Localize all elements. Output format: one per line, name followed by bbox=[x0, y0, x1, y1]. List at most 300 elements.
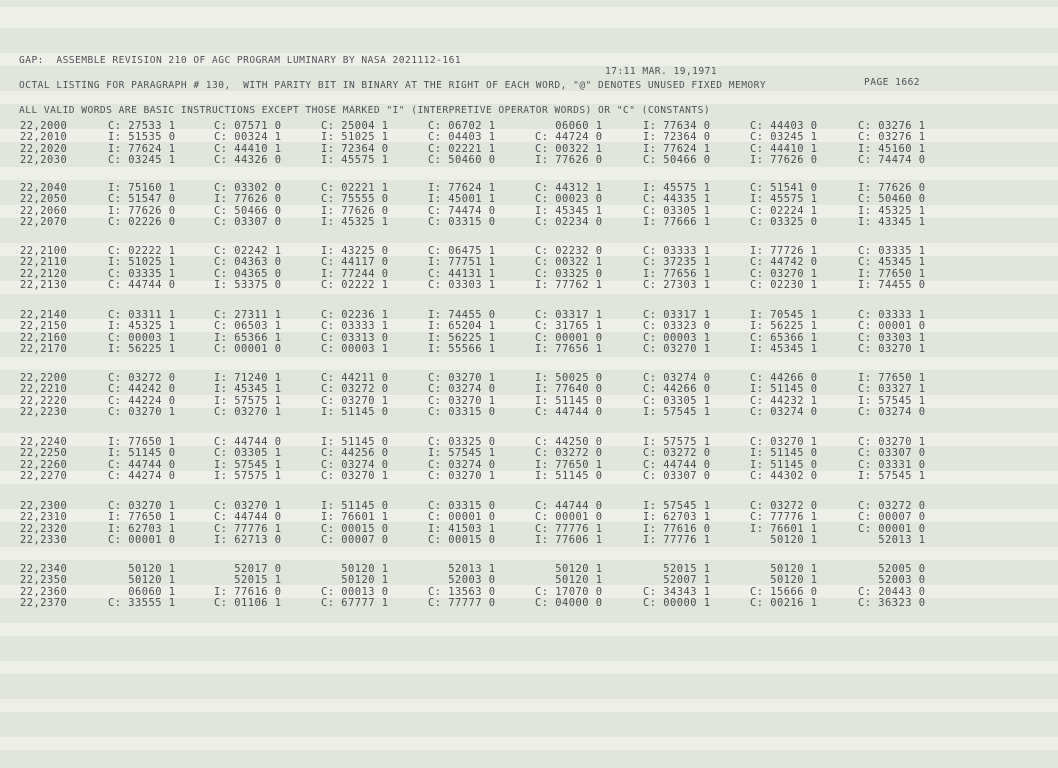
octal-word: I: 77624 1 bbox=[108, 142, 176, 155]
octal-word: C: 03272 0 bbox=[858, 500, 926, 512]
octal-word: C: 03307 0 bbox=[214, 215, 282, 228]
octal-word: I: 45575 1 bbox=[750, 193, 818, 206]
assembly-title: GAP: ASSEMBLE REVISION 210 OF AGC PROGRAM LUMINARY BY NASA 2021112-161 bbox=[19, 55, 462, 66]
octal-word: C: 03272 0 bbox=[750, 500, 818, 512]
listing-row bbox=[0, 406, 1058, 418]
row-address: 22,2340 bbox=[20, 563, 68, 575]
octal-word: C: 51547 0 bbox=[108, 193, 176, 206]
octal-word: C: 03303 1 bbox=[428, 278, 496, 291]
row-address: 22,2320 bbox=[20, 522, 68, 535]
row-address: 22,2150 bbox=[20, 320, 68, 333]
octal-word: C: 02226 0 bbox=[108, 215, 176, 228]
octal-word: C: 03333 1 bbox=[643, 245, 711, 257]
listing-row bbox=[0, 436, 1058, 448]
octal-word: C: 77776 1 bbox=[750, 511, 818, 524]
octal-word: C: 03270 1 bbox=[108, 405, 176, 418]
octal-word: C: 02234 0 bbox=[535, 215, 603, 228]
octal-word: C: 03307 0 bbox=[858, 447, 926, 460]
octal-word: C: 00007 0 bbox=[321, 533, 389, 546]
listing-row bbox=[0, 459, 1058, 471]
octal-word: C: 00322 1 bbox=[535, 256, 603, 269]
octal-word: C: 44744 0 bbox=[535, 500, 603, 512]
octal-word: C: 03272 0 bbox=[108, 372, 176, 384]
row-address: 22,2160 bbox=[20, 331, 68, 344]
octal-word: I: 57545 1 bbox=[858, 394, 926, 407]
octal-word: C: 03270 1 bbox=[214, 405, 282, 418]
octal-word: C: 03317 1 bbox=[535, 309, 603, 321]
octal-word: C: 34343 1 bbox=[643, 585, 711, 598]
octal-word: I: 77244 0 bbox=[321, 267, 389, 280]
octal-word: C: 06475 1 bbox=[428, 245, 496, 257]
octal-word: I: 51145 0 bbox=[750, 383, 818, 396]
row-address: 22,2210 bbox=[20, 383, 68, 396]
octal-word: C: 44744 0 bbox=[535, 405, 603, 418]
octal-word: I: 77626 0 bbox=[535, 153, 603, 166]
octal-word: C: 03327 1 bbox=[858, 383, 926, 396]
octal-word: C: 02224 1 bbox=[750, 204, 818, 217]
octal-word: C: 27303 1 bbox=[643, 278, 711, 291]
octal-word: I: 62703 1 bbox=[643, 511, 711, 524]
octal-word: C: 00001 0 bbox=[214, 342, 282, 355]
octal-word: I: 45345 1 bbox=[535, 204, 603, 217]
octal-word: C: 06503 1 bbox=[214, 320, 282, 333]
row-address: 22,2130 bbox=[20, 278, 68, 291]
octal-word: I: 50025 0 bbox=[535, 372, 603, 384]
octal-word: I: 77626 0 bbox=[108, 204, 176, 217]
row-address: 22,2040 bbox=[20, 182, 68, 194]
row-address: 22,2230 bbox=[20, 405, 68, 418]
row-address: 22,2030 bbox=[20, 153, 68, 166]
octal-word: 50120 1 bbox=[750, 574, 818, 587]
octal-word: C: 02222 1 bbox=[321, 278, 389, 291]
octal-word: I: 77726 1 bbox=[750, 245, 818, 257]
octal-word: I: 65366 1 bbox=[214, 331, 282, 344]
octal-word: C: 03245 1 bbox=[108, 153, 176, 166]
octal-word: C: 44242 0 bbox=[108, 383, 176, 396]
octal-word: C: 00322 1 bbox=[535, 142, 603, 155]
octal-word: C: 03270 1 bbox=[428, 394, 496, 407]
octal-word: C: 44410 1 bbox=[214, 142, 282, 155]
octal-word: C: 44744 0 bbox=[643, 458, 711, 471]
octal-word: I: 56225 1 bbox=[428, 331, 496, 344]
octal-word: I: 51145 0 bbox=[321, 405, 389, 418]
octal-word: I: 77776 1 bbox=[643, 533, 711, 546]
octal-word: C: 03323 0 bbox=[643, 320, 711, 333]
octal-word: C: 75555 0 bbox=[321, 193, 389, 206]
octal-word: C: 03333 1 bbox=[858, 309, 926, 321]
row-address: 22,2060 bbox=[20, 204, 68, 217]
octal-word: I: 51145 0 bbox=[750, 447, 818, 460]
octal-word: I: 62713 0 bbox=[214, 533, 282, 546]
octal-word: I: 72364 0 bbox=[643, 131, 711, 144]
octal-word: C: 50466 0 bbox=[214, 204, 282, 217]
listing-row bbox=[0, 320, 1058, 332]
octal-word: C: 02221 1 bbox=[321, 182, 389, 194]
row-address: 22,2170 bbox=[20, 342, 68, 355]
octal-word: I: 43225 0 bbox=[321, 245, 389, 257]
octal-word: C: 17070 0 bbox=[535, 585, 603, 598]
octal-word: C: 25004 1 bbox=[321, 120, 389, 132]
listing-description: OCTAL LISTING FOR PARAGRAPH # 130, WITH PARITY BIT IN BINARY AT THE RIGHT OF EACH WORD, "@" DENOTES UNUSED FIXED MEMORY bbox=[19, 80, 767, 91]
octal-word: I: 77624 1 bbox=[428, 182, 496, 194]
row-address: 22,2370 bbox=[20, 596, 68, 609]
octal-word: C: 03315 0 bbox=[428, 215, 496, 228]
octal-word: C: 77776 1 bbox=[214, 522, 282, 535]
listing-row bbox=[0, 279, 1058, 291]
octal-word: C: 37235 1 bbox=[643, 256, 711, 269]
octal-word: C: 00015 0 bbox=[321, 522, 389, 535]
octal-word: C: 44744 0 bbox=[108, 278, 176, 291]
octal-word: C: 74474 0 bbox=[428, 204, 496, 217]
octal-word: I: 57545 1 bbox=[858, 469, 926, 482]
octal-word: C: 03272 0 bbox=[321, 383, 389, 396]
octal-word: I: 51145 0 bbox=[321, 436, 389, 448]
octal-word: C: 44117 0 bbox=[321, 256, 389, 269]
listing-row bbox=[0, 500, 1058, 512]
octal-word: C: 03335 1 bbox=[108, 267, 176, 280]
octal-word: C: 03270 1 bbox=[858, 436, 926, 448]
octal-word: C: 44744 0 bbox=[214, 511, 282, 524]
assembly-timestamp: 17:11 MAR. 19,1971 bbox=[605, 66, 718, 77]
octal-word: C: 00001 0 bbox=[535, 331, 603, 344]
octal-word: C: 44744 0 bbox=[214, 436, 282, 448]
octal-word: I: 77616 0 bbox=[643, 522, 711, 535]
octal-word: C: 00013 0 bbox=[321, 585, 389, 598]
listing-row bbox=[0, 131, 1058, 143]
listing-row bbox=[0, 143, 1058, 155]
octal-word: C: 67777 1 bbox=[321, 596, 389, 609]
octal-word: C: 36323 0 bbox=[858, 596, 926, 609]
octal-word: C: 03276 1 bbox=[858, 131, 926, 144]
listing-row bbox=[0, 245, 1058, 257]
octal-word: C: 15666 0 bbox=[750, 585, 818, 598]
octal-word: 50120 1 bbox=[321, 563, 389, 575]
octal-word: 06060 1 bbox=[108, 585, 176, 598]
octal-word: 52007 1 bbox=[643, 574, 711, 587]
octal-word: C: 44403 0 bbox=[750, 120, 818, 132]
octal-word: I: 51025 1 bbox=[321, 131, 389, 144]
listing-row bbox=[0, 534, 1058, 546]
listing-row bbox=[0, 343, 1058, 355]
octal-word: I: 43345 1 bbox=[858, 215, 926, 228]
octal-word: C: 03270 1 bbox=[428, 372, 496, 384]
octal-word: I: 77606 1 bbox=[535, 533, 603, 546]
octal-word: I: 51145 0 bbox=[321, 500, 389, 512]
octal-word: C: 03325 0 bbox=[535, 267, 603, 280]
listing-row bbox=[0, 205, 1058, 217]
octal-word: C: 04363 0 bbox=[214, 256, 282, 269]
octal-word: 52003 0 bbox=[858, 574, 926, 587]
listing-row bbox=[0, 216, 1058, 228]
octal-word: I: 77626 0 bbox=[858, 182, 926, 194]
octal-word: 52017 0 bbox=[214, 563, 282, 575]
octal-word: I: 77751 1 bbox=[428, 256, 496, 269]
listing-row bbox=[0, 447, 1058, 459]
octal-word: I: 45160 1 bbox=[858, 142, 926, 155]
octal-word: I: 45345 1 bbox=[214, 383, 282, 396]
octal-word: 50120 1 bbox=[535, 574, 603, 587]
octal-word: I: 57575 1 bbox=[214, 394, 282, 407]
octal-word: C: 77776 1 bbox=[535, 522, 603, 535]
octal-word: I: 77616 0 bbox=[214, 585, 282, 598]
row-address: 22,2330 bbox=[20, 533, 68, 546]
octal-word: C: 65366 1 bbox=[750, 331, 818, 344]
octal-word: C: 00003 1 bbox=[321, 342, 389, 355]
octal-word: I: 74455 0 bbox=[858, 278, 926, 291]
octal-word: C: 13563 0 bbox=[428, 585, 496, 598]
listing-row bbox=[0, 523, 1058, 535]
octal-word: C: 00001 0 bbox=[535, 511, 603, 524]
listing-row bbox=[0, 372, 1058, 384]
octal-word: 50120 1 bbox=[750, 563, 818, 575]
octal-word: I: 51535 0 bbox=[108, 131, 176, 144]
octal-word: I: 45575 1 bbox=[321, 153, 389, 166]
octal-word: C: 03272 0 bbox=[643, 447, 711, 460]
octal-word: I: 77650 1 bbox=[535, 458, 603, 471]
octal-word: C: 27533 1 bbox=[108, 120, 176, 132]
listing-row bbox=[0, 574, 1058, 586]
octal-word: I: 77650 1 bbox=[108, 511, 176, 524]
octal-word: C: 44211 0 bbox=[321, 372, 389, 384]
octal-word: C: 03303 1 bbox=[858, 331, 926, 344]
octal-word: C: 00001 0 bbox=[858, 320, 926, 333]
octal-word: C: 02232 0 bbox=[535, 245, 603, 257]
octal-word: C: 44232 1 bbox=[750, 394, 818, 407]
octal-word: C: 03313 0 bbox=[321, 331, 389, 344]
octal-word: I: 45001 1 bbox=[428, 193, 496, 206]
octal-word: I: 77624 1 bbox=[643, 142, 711, 155]
octal-word: C: 03270 1 bbox=[428, 469, 496, 482]
octal-word: C: 03333 1 bbox=[321, 320, 389, 333]
listing-row bbox=[0, 268, 1058, 280]
octal-word: I: 77650 1 bbox=[858, 267, 926, 280]
octal-word: C: 03315 0 bbox=[428, 405, 496, 418]
octal-word: C: 03276 1 bbox=[858, 120, 926, 132]
octal-word: C: 44744 0 bbox=[108, 458, 176, 471]
octal-word: I: 71240 1 bbox=[214, 372, 282, 384]
octal-word: I: 74455 0 bbox=[428, 309, 496, 321]
page-number: PAGE 1662 bbox=[864, 77, 921, 88]
octal-word: C: 31765 1 bbox=[535, 320, 603, 333]
row-address: 22,2220 bbox=[20, 394, 68, 407]
listing-row bbox=[0, 256, 1058, 268]
row-address: 22,2260 bbox=[20, 458, 68, 471]
row-address: 22,2300 bbox=[20, 500, 68, 512]
octal-word: I: 77656 1 bbox=[643, 267, 711, 280]
octal-word: C: 03325 0 bbox=[750, 215, 818, 228]
row-address: 22,2360 bbox=[20, 585, 68, 598]
octal-word: C: 07571 0 bbox=[214, 120, 282, 132]
octal-word: I: 76601 1 bbox=[321, 511, 389, 524]
octal-word: C: 03311 1 bbox=[108, 309, 176, 321]
listing-row bbox=[0, 332, 1058, 344]
octal-word: I: 77626 0 bbox=[321, 204, 389, 217]
octal-word: C: 00001 0 bbox=[108, 533, 176, 546]
octal-word: C: 03274 0 bbox=[428, 458, 496, 471]
octal-word: C: 03331 0 bbox=[858, 458, 926, 471]
octal-word: I: 56225 1 bbox=[108, 342, 176, 355]
octal-word: C: 44274 0 bbox=[108, 469, 176, 482]
octal-word: C: 50466 0 bbox=[643, 153, 711, 166]
listing-row bbox=[0, 383, 1058, 395]
octal-word: I: 57575 1 bbox=[214, 469, 282, 482]
octal-word: I: 77762 1 bbox=[535, 278, 603, 291]
row-address: 22,2000 bbox=[20, 120, 68, 132]
octal-word: I: 57545 1 bbox=[428, 447, 496, 460]
octal-word: C: 03317 1 bbox=[643, 309, 711, 321]
octal-word: C: 50460 0 bbox=[428, 153, 496, 166]
listing-row bbox=[0, 309, 1058, 321]
row-address: 22,2050 bbox=[20, 193, 68, 206]
octal-word: C: 00001 0 bbox=[858, 522, 926, 535]
octal-word: C: 02221 1 bbox=[428, 142, 496, 155]
octal-word: I: 77666 1 bbox=[643, 215, 711, 228]
octal-word: 50120 1 bbox=[108, 563, 176, 575]
octal-word: I: 51145 0 bbox=[535, 469, 603, 482]
row-address: 22,2140 bbox=[20, 309, 68, 321]
octal-word: I: 77650 1 bbox=[858, 372, 926, 384]
listing-row bbox=[0, 563, 1058, 575]
octal-word: 52015 1 bbox=[214, 574, 282, 587]
row-address: 22,2240 bbox=[20, 436, 68, 448]
octal-word: C: 44724 0 bbox=[535, 131, 603, 144]
octal-word: C: 03270 1 bbox=[858, 342, 926, 355]
octal-word: C: 27311 1 bbox=[214, 309, 282, 321]
octal-word: C: 02242 1 bbox=[214, 245, 282, 257]
octal-word: C: 00324 1 bbox=[214, 131, 282, 144]
octal-word: C: 02230 1 bbox=[750, 278, 818, 291]
octal-word: C: 03305 1 bbox=[643, 204, 711, 217]
octal-word: C: 03325 0 bbox=[428, 436, 496, 448]
octal-word: C: 03302 0 bbox=[214, 182, 282, 194]
octal-word: C: 03305 1 bbox=[643, 394, 711, 407]
octal-word: I: 77656 1 bbox=[535, 342, 603, 355]
octal-word: C: 03270 1 bbox=[750, 436, 818, 448]
octal-word: I: 45325 1 bbox=[108, 320, 176, 333]
octal-word: 52013 1 bbox=[858, 533, 926, 546]
octal-word: C: 04000 0 bbox=[535, 596, 603, 609]
octal-word: 50120 1 bbox=[750, 533, 818, 546]
octal-word: C: 04403 1 bbox=[428, 131, 496, 144]
octal-word: C: 44266 0 bbox=[643, 383, 711, 396]
octal-word: I: 65204 1 bbox=[428, 320, 496, 333]
octal-word: C: 03274 0 bbox=[643, 372, 711, 384]
octal-word: I: 45325 1 bbox=[321, 215, 389, 228]
octal-word: 52015 1 bbox=[643, 563, 711, 575]
octal-word: C: 00001 0 bbox=[428, 511, 496, 524]
octal-word: C: 03270 1 bbox=[321, 394, 389, 407]
octal-word: I: 56225 1 bbox=[750, 320, 818, 333]
octal-word: C: 03272 0 bbox=[535, 447, 603, 460]
octal-word: I: 51145 0 bbox=[535, 394, 603, 407]
octal-word: I: 41503 1 bbox=[428, 522, 496, 535]
octal-word: 52003 0 bbox=[428, 574, 496, 587]
row-address: 22,2070 bbox=[20, 215, 68, 228]
octal-word: I: 45325 1 bbox=[858, 204, 926, 217]
octal-word: I: 77634 0 bbox=[643, 120, 711, 132]
listing-row bbox=[0, 193, 1058, 205]
octal-word: I: 45345 1 bbox=[750, 342, 818, 355]
octal-word: C: 44224 0 bbox=[108, 394, 176, 407]
octal-word: I: 45575 1 bbox=[643, 182, 711, 194]
row-address: 22,2110 bbox=[20, 256, 68, 269]
octal-word: C: 03315 0 bbox=[428, 500, 496, 512]
octal-word: C: 02236 1 bbox=[321, 309, 389, 321]
octal-word: C: 44256 0 bbox=[321, 447, 389, 460]
octal-word: C: 00000 1 bbox=[643, 596, 711, 609]
octal-word: C: 03335 1 bbox=[858, 245, 926, 257]
row-address: 22,2250 bbox=[20, 447, 68, 460]
octal-word: I: 77650 1 bbox=[108, 436, 176, 448]
octal-word: C: 51541 0 bbox=[750, 182, 818, 194]
octal-word: C: 44326 0 bbox=[214, 153, 282, 166]
octal-word: C: 77777 0 bbox=[428, 596, 496, 609]
octal-word: I: 75160 1 bbox=[108, 182, 176, 194]
octal-word: C: 03270 1 bbox=[643, 342, 711, 355]
octal-word: C: 00003 1 bbox=[643, 331, 711, 344]
octal-word: C: 44302 0 bbox=[750, 469, 818, 482]
octal-word: I: 70545 1 bbox=[750, 309, 818, 321]
octal-word: 06060 1 bbox=[535, 120, 603, 132]
octal-word: I: 57575 1 bbox=[643, 436, 711, 448]
octal-word: C: 03270 1 bbox=[214, 500, 282, 512]
octal-word: 50120 1 bbox=[535, 563, 603, 575]
octal-word: I: 77626 0 bbox=[750, 153, 818, 166]
listing-row bbox=[0, 154, 1058, 166]
octal-word: C: 06702 1 bbox=[428, 120, 496, 132]
octal-word: C: 44266 0 bbox=[750, 372, 818, 384]
row-address: 22,2350 bbox=[20, 574, 68, 587]
octal-word: I: 51145 0 bbox=[108, 447, 176, 460]
octal-word: I: 57545 1 bbox=[643, 405, 711, 418]
octal-word: I: 57545 1 bbox=[214, 458, 282, 471]
listing-row bbox=[0, 470, 1058, 482]
octal-word: I: 72364 0 bbox=[321, 142, 389, 155]
octal-word: I: 57545 1 bbox=[643, 500, 711, 512]
listing-row bbox=[0, 511, 1058, 523]
octal-word: 52013 1 bbox=[428, 563, 496, 575]
row-address: 22,2270 bbox=[20, 469, 68, 482]
octal-word: C: 03274 0 bbox=[858, 405, 926, 418]
octal-word: C: 02222 1 bbox=[108, 245, 176, 257]
octal-word: C: 44742 0 bbox=[750, 256, 818, 269]
octal-word: C: 44312 1 bbox=[535, 182, 603, 194]
octal-word: I: 77626 0 bbox=[214, 193, 282, 206]
octal-word: C: 33555 1 bbox=[108, 596, 176, 609]
octal-word: 52005 0 bbox=[858, 563, 926, 575]
row-address: 22,2120 bbox=[20, 267, 68, 280]
row-address: 22,2200 bbox=[20, 372, 68, 384]
octal-word: C: 03274 0 bbox=[750, 405, 818, 418]
octal-word: C: 03270 1 bbox=[750, 267, 818, 280]
row-address: 22,2100 bbox=[20, 245, 68, 257]
octal-word: C: 50460 0 bbox=[858, 193, 926, 206]
octal-word: C: 20443 0 bbox=[858, 585, 926, 598]
row-address: 22,2010 bbox=[20, 131, 68, 144]
octal-word: C: 03305 1 bbox=[214, 447, 282, 460]
octal-word: I: 53375 0 bbox=[214, 278, 282, 291]
octal-word: 50120 1 bbox=[108, 574, 176, 587]
octal-word: C: 03274 0 bbox=[321, 458, 389, 471]
octal-word: C: 00015 0 bbox=[428, 533, 496, 546]
octal-word: I: 51145 0 bbox=[750, 458, 818, 471]
octal-word: C: 44250 0 bbox=[535, 436, 603, 448]
octal-word: C: 01106 1 bbox=[214, 596, 282, 609]
octal-word: 50120 1 bbox=[321, 574, 389, 587]
octal-word: I: 62703 1 bbox=[108, 522, 176, 535]
row-address: 22,2020 bbox=[20, 142, 68, 155]
octal-word: C: 00003 1 bbox=[108, 331, 176, 344]
